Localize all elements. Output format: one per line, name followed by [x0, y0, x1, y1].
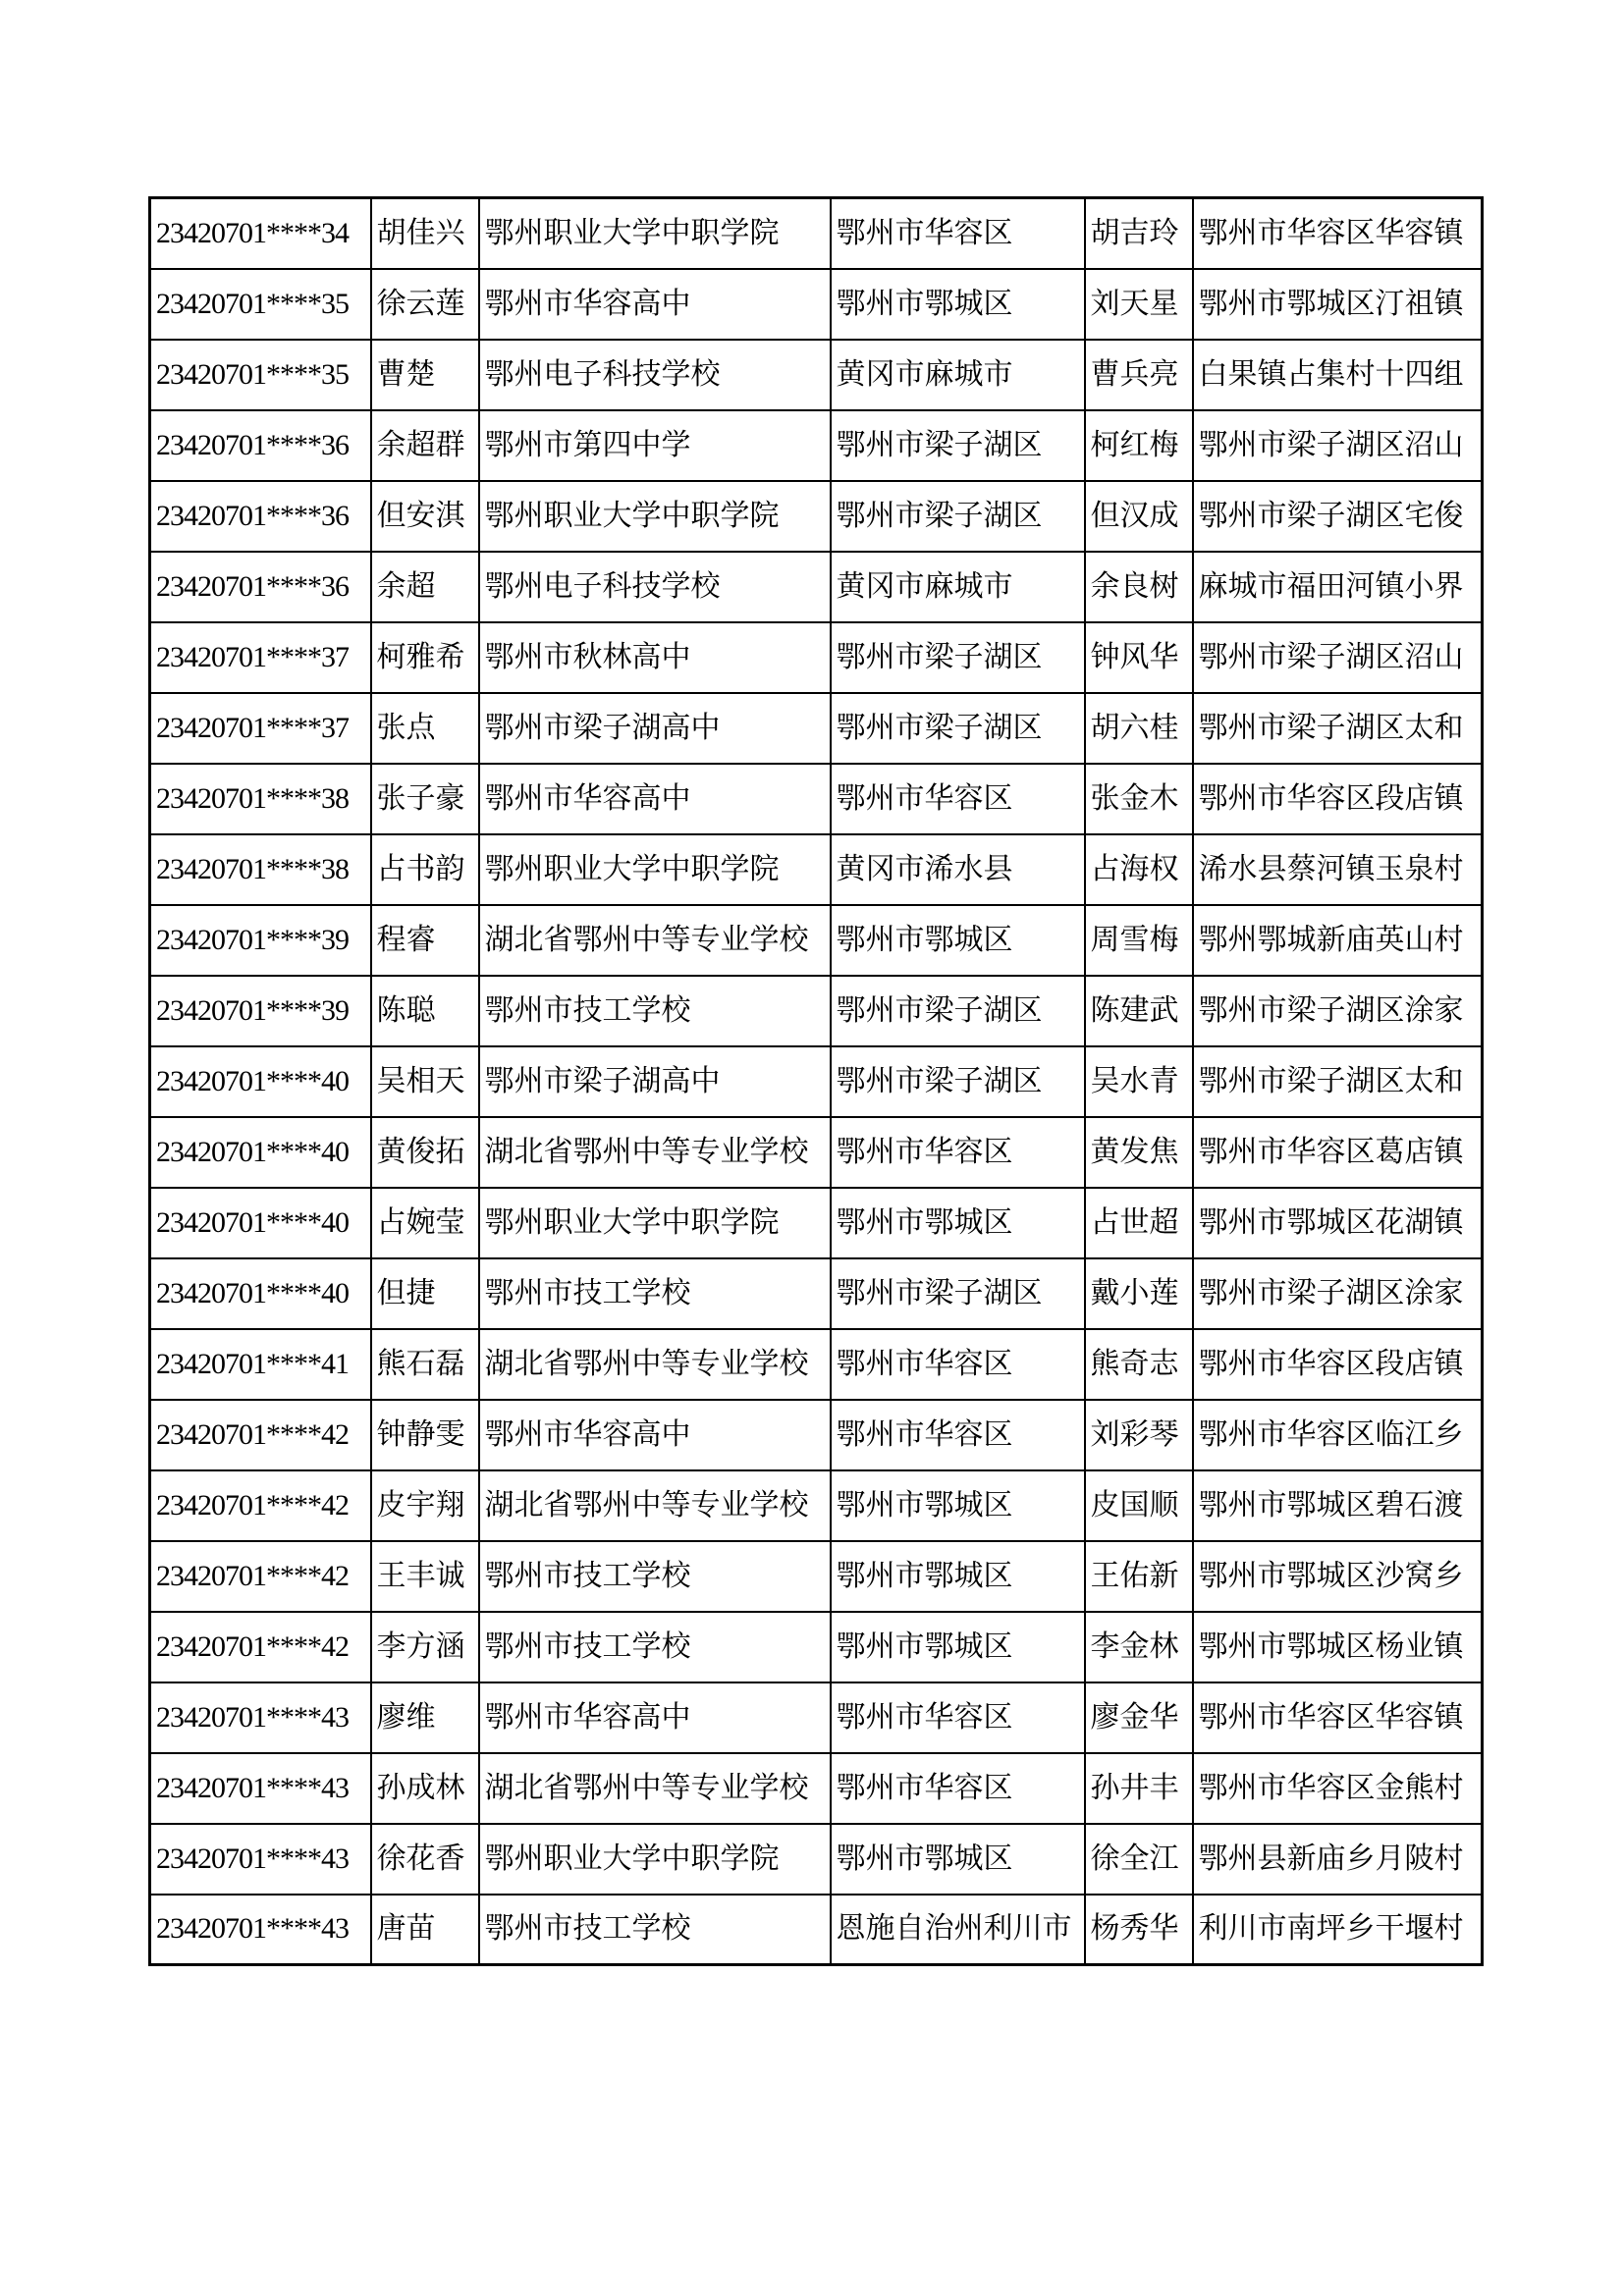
parent-name-cell: 刘天星: [1085, 269, 1193, 340]
school-cell: 鄂州电子科技学校: [479, 552, 831, 622]
address-cell: 鄂州市华容区金熊村: [1193, 1753, 1483, 1824]
address-cell: 鄂州市梁子湖区太和: [1193, 1046, 1483, 1117]
student-name-cell: 张点: [371, 693, 479, 764]
student-id-cell: 23420701****38: [150, 834, 371, 905]
region-cell: 鄂州市梁子湖区: [831, 693, 1085, 764]
table-row: [150, 1895, 1483, 1965]
school-cell: 鄂州电子科技学校: [479, 340, 831, 410]
parent-name-cell: 余良树: [1085, 552, 1193, 622]
school-cell: 鄂州职业大学中职学院: [479, 481, 831, 552]
student-id-cell: 23420701****42: [150, 1400, 371, 1470]
table-row: [150, 198, 1483, 269]
student-name-cell: 但捷: [371, 1258, 479, 1329]
student-id-cell: 23420701****38: [150, 764, 371, 834]
student-id-cell: 23420701****40: [150, 1258, 371, 1329]
school-cell: 鄂州市技工学校: [479, 1541, 831, 1612]
address-cell: 鄂州市鄂城区碧石渡: [1193, 1470, 1483, 1541]
school-cell: 鄂州职业大学中职学院: [479, 834, 831, 905]
school-cell: 鄂州职业大学中职学院: [479, 198, 831, 269]
student-id-cell: 23420701****36: [150, 552, 371, 622]
student-id-cell: 23420701****36: [150, 410, 371, 481]
parent-name-cell: 吴水青: [1085, 1046, 1193, 1117]
student-name-cell: 张子豪: [371, 764, 479, 834]
school-cell: 鄂州市第四中学: [479, 410, 831, 481]
region-cell: 鄂州市华容区: [831, 1753, 1085, 1824]
address-cell: 利川市南坪乡干堰村: [1193, 1895, 1483, 1965]
region-cell: 鄂州市华容区: [831, 1117, 1085, 1188]
parent-name-cell: 王佑新: [1085, 1541, 1193, 1612]
region-cell: 鄂州市梁子湖区: [831, 1258, 1085, 1329]
region-cell: 鄂州市华容区: [831, 764, 1085, 834]
student-name-cell: 余超群: [371, 410, 479, 481]
table-row: [150, 693, 1483, 764]
address-cell: 白果镇占集村十四组: [1193, 340, 1483, 410]
school-cell: 鄂州职业大学中职学院: [479, 1188, 831, 1258]
student-id-cell: 23420701****40: [150, 1046, 371, 1117]
student-id-cell: 23420701****42: [150, 1541, 371, 1612]
table-row: [150, 340, 1483, 410]
student-name-cell: 熊石磊: [371, 1329, 479, 1400]
school-cell: 鄂州市华容高中: [479, 1400, 831, 1470]
parent-name-cell: 胡六桂: [1085, 693, 1193, 764]
address-cell: 鄂州市鄂城区沙窝乡: [1193, 1541, 1483, 1612]
table-row: [150, 1046, 1483, 1117]
address-cell: 鄂州市华容区葛店镇: [1193, 1117, 1483, 1188]
student-id-cell: 23420701****39: [150, 905, 371, 976]
address-cell: 鄂州市鄂城区汀祖镇: [1193, 269, 1483, 340]
student-name-cell: 但安淇: [371, 481, 479, 552]
student-name-cell: 徐花香: [371, 1824, 479, 1895]
parent-name-cell: 熊奇志: [1085, 1329, 1193, 1400]
student-name-cell: 孙成林: [371, 1753, 479, 1824]
student-name-cell: 程睿: [371, 905, 479, 976]
address-cell: 鄂州市华容区段店镇: [1193, 764, 1483, 834]
school-cell: 鄂州市华容高中: [479, 269, 831, 340]
parent-name-cell: 占海权: [1085, 834, 1193, 905]
school-cell: 鄂州市华容高中: [479, 1682, 831, 1753]
school-cell: 鄂州市技工学校: [479, 1612, 831, 1682]
address-cell: 鄂州市鄂城区花湖镇: [1193, 1188, 1483, 1258]
region-cell: 黄冈市麻城市: [831, 340, 1085, 410]
region-cell: 恩施自治州利川市: [831, 1895, 1085, 1965]
address-cell: 鄂州市梁子湖区涂家: [1193, 976, 1483, 1046]
student-name-cell: 陈聪: [371, 976, 479, 1046]
region-cell: 鄂州市华容区: [831, 1329, 1085, 1400]
table-row: [150, 905, 1483, 976]
student-id-cell: 23420701****35: [150, 269, 371, 340]
parent-name-cell: 孙井丰: [1085, 1753, 1193, 1824]
school-cell: 湖北省鄂州中等专业学校: [479, 1117, 831, 1188]
parent-name-cell: 杨秀华: [1085, 1895, 1193, 1965]
student-name-cell: 王丰诚: [371, 1541, 479, 1612]
student-id-cell: 23420701****41: [150, 1329, 371, 1400]
address-cell: 麻城市福田河镇小界: [1193, 552, 1483, 622]
student-roster-table: [148, 196, 1484, 1966]
table-row: [150, 622, 1483, 693]
address-cell: 鄂州市梁子湖区涂家: [1193, 1258, 1483, 1329]
region-cell: 鄂州市鄂城区: [831, 1612, 1085, 1682]
table-row: [150, 269, 1483, 340]
address-cell: 鄂州市鄂城区杨业镇: [1193, 1612, 1483, 1682]
parent-name-cell: 陈建武: [1085, 976, 1193, 1046]
region-cell: 鄂州市华容区: [831, 1400, 1085, 1470]
table-row: [150, 481, 1483, 552]
parent-name-cell: 胡吉玲: [1085, 198, 1193, 269]
parent-name-cell: 周雪梅: [1085, 905, 1193, 976]
table-row: [150, 1541, 1483, 1612]
school-cell: 鄂州市技工学校: [479, 1258, 831, 1329]
region-cell: 鄂州市梁子湖区: [831, 1046, 1085, 1117]
student-id-cell: 23420701****39: [150, 976, 371, 1046]
student-id-cell: 23420701****37: [150, 693, 371, 764]
parent-name-cell: 廖金华: [1085, 1682, 1193, 1753]
table-row: [150, 1612, 1483, 1682]
table-row: [150, 834, 1483, 905]
table-row: [150, 1682, 1483, 1753]
student-id-cell: 23420701****37: [150, 622, 371, 693]
parent-name-cell: 戴小莲: [1085, 1258, 1193, 1329]
parent-name-cell: 但汉成: [1085, 481, 1193, 552]
student-name-cell: 李方涵: [371, 1612, 479, 1682]
address-cell: 鄂州市华容区段店镇: [1193, 1329, 1483, 1400]
student-id-cell: 23420701****43: [150, 1682, 371, 1753]
student-name-cell: 吴相天: [371, 1046, 479, 1117]
student-name-cell: 廖维: [371, 1682, 479, 1753]
school-cell: 鄂州市梁子湖高中: [479, 693, 831, 764]
region-cell: 鄂州市鄂城区: [831, 1470, 1085, 1541]
table-row: [150, 1117, 1483, 1188]
school-cell: 鄂州市梁子湖高中: [479, 1046, 831, 1117]
student-id-cell: 23420701****40: [150, 1188, 371, 1258]
table-row: [150, 976, 1483, 1046]
parent-name-cell: 黄发焦: [1085, 1117, 1193, 1188]
address-cell: 鄂州市华容区临江乡: [1193, 1400, 1483, 1470]
school-cell: 鄂州职业大学中职学院: [479, 1824, 831, 1895]
student-id-cell: 23420701****42: [150, 1470, 371, 1541]
school-cell: 湖北省鄂州中等专业学校: [479, 1329, 831, 1400]
parent-name-cell: 钟风华: [1085, 622, 1193, 693]
student-name-cell: 徐云莲: [371, 269, 479, 340]
region-cell: 鄂州市鄂城区: [831, 269, 1085, 340]
roster-body: [150, 198, 1483, 1965]
school-cell: 湖北省鄂州中等专业学校: [479, 1470, 831, 1541]
student-name-cell: 占婉莹: [371, 1188, 479, 1258]
region-cell: 鄂州市鄂城区: [831, 1824, 1085, 1895]
parent-name-cell: 占世超: [1085, 1188, 1193, 1258]
school-cell: 鄂州市华容高中: [479, 764, 831, 834]
table-row: [150, 410, 1483, 481]
table-row: [150, 552, 1483, 622]
student-name-cell: 柯雅希: [371, 622, 479, 693]
student-name-cell: 胡佳兴: [371, 198, 479, 269]
region-cell: 鄂州市鄂城区: [831, 905, 1085, 976]
parent-name-cell: 徐全江: [1085, 1824, 1193, 1895]
address-cell: 鄂州市华容区华容镇: [1193, 1682, 1483, 1753]
student-id-cell: 23420701****42: [150, 1612, 371, 1682]
region-cell: 鄂州市鄂城区: [831, 1541, 1085, 1612]
student-name-cell: 皮宇翔: [371, 1470, 479, 1541]
address-cell: 鄂州市梁子湖区宅俊: [1193, 481, 1483, 552]
student-id-cell: 23420701****34: [150, 198, 371, 269]
student-name-cell: 黄俊拓: [371, 1117, 479, 1188]
table-row: [150, 1258, 1483, 1329]
school-cell: 鄂州市技工学校: [479, 1895, 831, 1965]
student-name-cell: 占书韵: [371, 834, 479, 905]
region-cell: 鄂州市华容区: [831, 198, 1085, 269]
parent-name-cell: 柯红梅: [1085, 410, 1193, 481]
student-id-cell: 23420701****35: [150, 340, 371, 410]
student-name-cell: 唐苗: [371, 1895, 479, 1965]
region-cell: 黄冈市浠水县: [831, 834, 1085, 905]
region-cell: 鄂州市梁子湖区: [831, 410, 1085, 481]
parent-name-cell: 曹兵亮: [1085, 340, 1193, 410]
school-cell: 湖北省鄂州中等专业学校: [479, 905, 831, 976]
region-cell: 鄂州市梁子湖区: [831, 976, 1085, 1046]
parent-name-cell: 李金林: [1085, 1612, 1193, 1682]
school-cell: 鄂州市秋林高中: [479, 622, 831, 693]
table-row: [150, 1470, 1483, 1541]
school-cell: 湖北省鄂州中等专业学校: [479, 1753, 831, 1824]
student-id-cell: 23420701****36: [150, 481, 371, 552]
table-row: [150, 1188, 1483, 1258]
region-cell: 鄂州市华容区: [831, 1682, 1085, 1753]
region-cell: 鄂州市鄂城区: [831, 1188, 1085, 1258]
table-row: [150, 764, 1483, 834]
parent-name-cell: 刘彩琴: [1085, 1400, 1193, 1470]
student-id-cell: 23420701****43: [150, 1824, 371, 1895]
address-cell: 鄂州市华容区华容镇: [1193, 198, 1483, 269]
student-id-cell: 23420701****40: [150, 1117, 371, 1188]
student-id-cell: 23420701****43: [150, 1895, 371, 1965]
region-cell: 黄冈市麻城市: [831, 552, 1085, 622]
address-cell: 鄂州市梁子湖区沼山: [1193, 622, 1483, 693]
address-cell: 鄂州市梁子湖区沼山: [1193, 410, 1483, 481]
address-cell: 浠水县蔡河镇玉泉村: [1193, 834, 1483, 905]
address-cell: 鄂州鄂城新庙英山村: [1193, 905, 1483, 976]
student-name-cell: 曹楚: [371, 340, 479, 410]
table-row: [150, 1753, 1483, 1824]
address-cell: 鄂州县新庙乡月陂村: [1193, 1824, 1483, 1895]
region-cell: 鄂州市梁子湖区: [831, 622, 1085, 693]
region-cell: 鄂州市梁子湖区: [831, 481, 1085, 552]
address-cell: 鄂州市梁子湖区太和: [1193, 693, 1483, 764]
student-name-cell: 钟静雯: [371, 1400, 479, 1470]
table-row: [150, 1400, 1483, 1470]
school-cell: 鄂州市技工学校: [479, 976, 831, 1046]
parent-name-cell: 皮国顺: [1085, 1470, 1193, 1541]
student-id-cell: 23420701****43: [150, 1753, 371, 1824]
student-name-cell: 余超: [371, 552, 479, 622]
table-row: [150, 1329, 1483, 1400]
parent-name-cell: 张金木: [1085, 764, 1193, 834]
table-row: [150, 1824, 1483, 1895]
